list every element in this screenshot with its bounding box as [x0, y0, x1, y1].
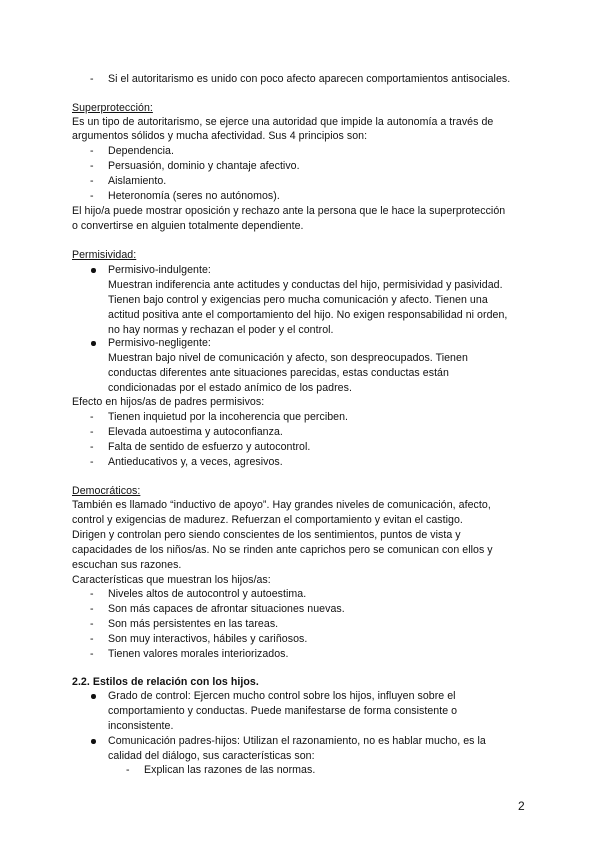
paragraph-line: comportamiento y conductas. Puede manifestarse de forma consistente o [108, 705, 458, 717]
paragraph-line: También es llamado “inductivo de apoyo”. Hay grandes niveles de comunicación, afecto, [72, 499, 491, 511]
paragraph-line: Muestran indiferencia ante actitudes y conductas del hijo, permisividad y pasividad. [108, 279, 503, 291]
bullet-marker [91, 694, 96, 699]
paragraph-line: o convertirse en alguien totalmente dependiente. [72, 220, 304, 232]
list-item: Tienen inquietud por la incoherencia que perciben. [108, 411, 349, 423]
dash-marker: - [90, 633, 94, 645]
dash-marker: - [90, 441, 94, 453]
paragraph-line: Muestran bajo nivel de comunicación y afecto, son despreocupados. Tienen [108, 352, 468, 364]
section-heading-superproteccion: Superprotección: [72, 102, 153, 114]
section-title-2-2: 2.2. Estilos de relación con los hijos. [72, 676, 259, 688]
bullet-marker [91, 739, 96, 744]
list-item: Persuasión, dominio y chantaje afectivo. [108, 160, 300, 172]
dash-marker: - [90, 73, 94, 85]
paragraph-line: Tienen bajo control y exigencias pero mucha comunicación y afecto. Tienen una [108, 294, 488, 306]
paragraph-line: Es un tipo de autoritarismo, se ejerce una autoridad que impide la autonomía a través de [72, 116, 494, 128]
paragraph-line: Dirigen y controlan pero siendo conscientes de los sentimientos, puntos de vista y [72, 529, 461, 541]
bullet-marker [91, 341, 96, 346]
list-item: Niveles altos de autocontrol y autoestima. [108, 588, 307, 600]
list-item: Antieducativos y, a veces, agresivos. [108, 456, 283, 468]
list-item: Aislamiento. [108, 175, 167, 187]
dash-marker: - [90, 175, 94, 187]
paragraph-line: capacidades de los niños/as. No se rinden ante caprichos pero se comunican con ellos y [72, 544, 493, 556]
paragraph-line: condicionadas por el estado anímico de los padres. [108, 382, 352, 394]
paragraph-line: calidad del diálogo, sus características son: [108, 750, 315, 762]
section-heading-democraticos: Democráticos: [72, 485, 141, 497]
paragraph-line: actitud positiva ante el comportamiento del hijo. No exigen responsabilidad ni orden, [108, 309, 508, 321]
paragraph-line: Comunicación padres-hijos: Utilizan el razonamiento, no es hablar mucho, es la [108, 735, 486, 747]
list-item: Son más capaces de afrontar situaciones nuevas. [108, 603, 345, 615]
dash-marker: - [90, 618, 94, 630]
dash-marker: - [90, 456, 94, 468]
list-item: Tienen valores morales interiorizados. [108, 648, 289, 660]
dash-marker: - [90, 190, 94, 202]
list-item: Explican las razones de las normas. [144, 764, 316, 776]
paragraph-line: El hijo/a puede mostrar oposición y rechazo ante la persona que le hace la superprotección [72, 205, 506, 217]
paragraph-line: Grado de control: Ejercen mucho control sobre los hijos, influyen sobre el [108, 690, 456, 702]
dash-marker: - [90, 145, 94, 157]
list-item-title: Permisivo-indulgente: [108, 264, 211, 276]
paragraph-line: conductas diferentes ante situaciones parecidas, estas conductas están [108, 367, 449, 379]
paragraph-line: control y exigencias de madurez. Refuerzan el comportamiento y evitan el castigo. [72, 514, 463, 526]
paragraph-line: Efecto en hijos/as de padres permisivos: [72, 396, 265, 408]
dash-marker: - [90, 426, 94, 438]
paragraph-line: no hay normas y rechazan el poder y el control. [108, 324, 334, 336]
list-item: Si el autoritarismo es unido con poco afecto aparecen comportamientos antisociales. [108, 73, 511, 85]
section-heading-permisividad: Permisividad: [72, 249, 137, 261]
dash-marker: - [90, 160, 94, 172]
list-item: Son más persistentes en las tareas. [108, 618, 279, 630]
list-item-title: Permisivo-negligente: [108, 337, 211, 349]
dash-marker: - [90, 603, 94, 615]
list-item: Dependencia. [108, 145, 174, 157]
list-item: Falta de sentido de esfuerzo y autocontrol. [108, 441, 311, 453]
list-item: Son muy interactivos, hábiles y cariñosos. [108, 633, 308, 645]
page-number: 2 [518, 799, 525, 813]
list-item: Heteronomía (seres no autónomos). [108, 190, 280, 202]
paragraph-line: argumentos sólidos y mucha afectividad. Sus 4 principios son: [72, 130, 368, 142]
bullet-marker [91, 268, 96, 273]
paragraph-line: escuchan sus razones. [72, 559, 182, 571]
list-item: Elevada autoestima y autoconfianza. [108, 426, 283, 438]
dash-marker: - [90, 648, 94, 660]
dash-marker: - [90, 411, 94, 423]
paragraph-line: inconsistente. [108, 720, 174, 732]
dash-marker: - [126, 764, 130, 776]
dash-marker: - [90, 588, 94, 600]
paragraph-line: Características que muestran los hijos/as: [72, 574, 271, 586]
